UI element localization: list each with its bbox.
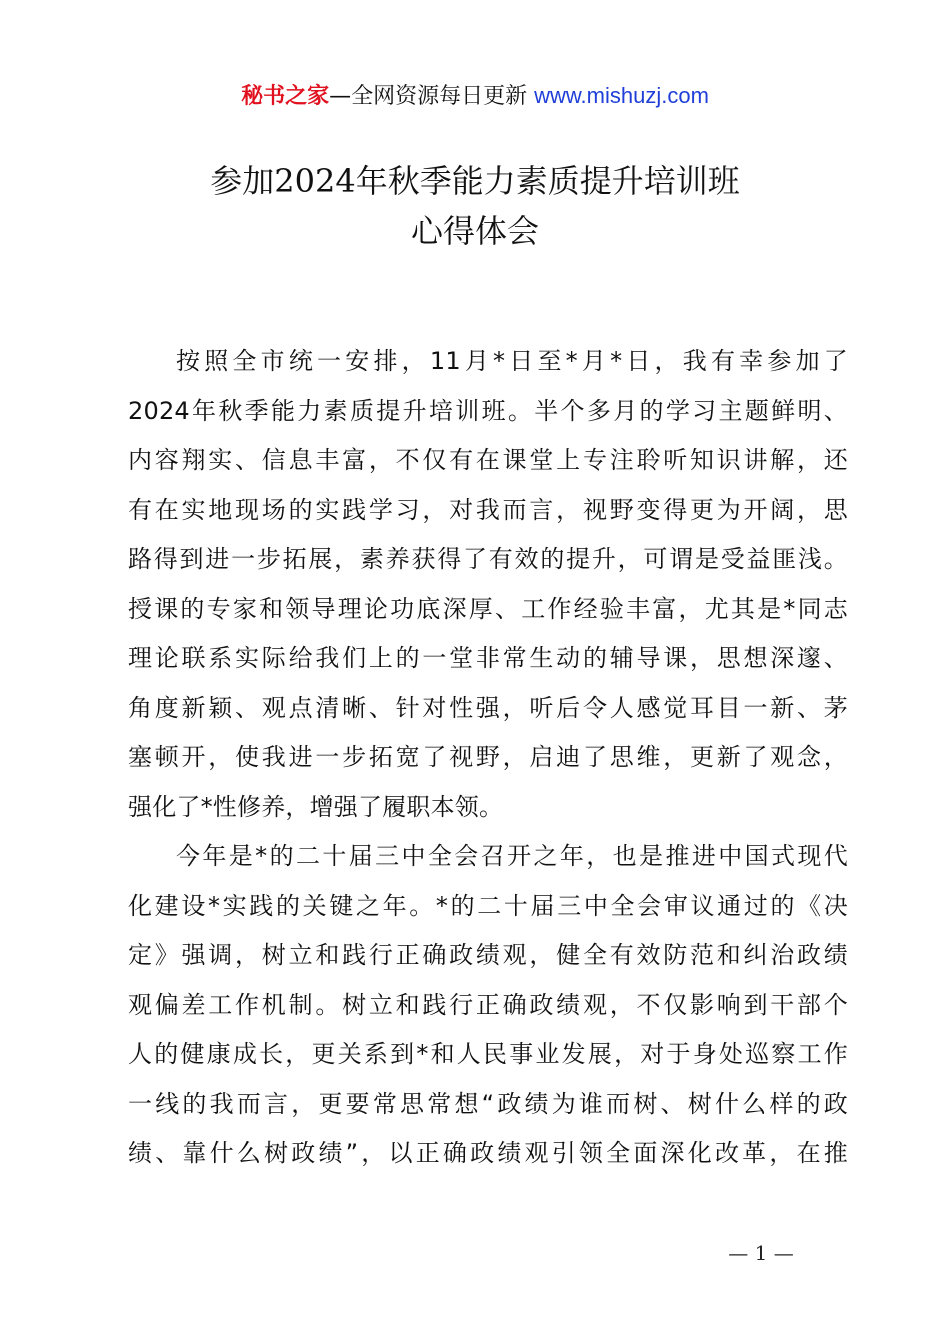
site-url-link[interactable]: www.mishuzj.com [534, 83, 709, 108]
document-title-line-2: 心得体会 [410, 212, 539, 250]
paragraph-line: 绩、靠什么树政绩”，以正确政绩观引领全面深化改革，在推 [128, 1139, 848, 1167]
site-brand: 秘书之家 [241, 84, 330, 109]
paragraph-line: 内容翔实、信息丰富，不仅有在课堂上专注聆听知识讲解，还 [128, 446, 848, 474]
page-number: — 1 — [728, 1241, 794, 1265]
body-paragraph-2 [128, 832, 848, 1179]
paragraph-line: 塞顿开，使我进一步拓宽了视野，启迪了思维，更新了观念， [128, 743, 848, 771]
paragraph-line: 角度新颖、观点清晰、针对性强，听后令人感觉耳目一新、茅 [128, 693, 848, 722]
paragraph-line: 授课的专家和领导理论功底深厚、工作经验丰富，尤其是*同志 [128, 594, 848, 623]
document-title-line-1: 参加2024年秋季能力素质提升培训班 [210, 162, 740, 200]
paragraph-line: 理论联系实际给我们上的一堂非常生动的辅导课，思想深邃、 [128, 644, 848, 672]
paragraph-line: 强化了*性修养，增强了履职本领。 [128, 792, 504, 821]
site-tagline: —全网资源每日更新 [329, 84, 535, 109]
paragraph-line: 一线的我而言，更要常思常想“政绩为谁而树、树什么样的政 [128, 1089, 848, 1118]
paragraph-line: 人的健康成长，更关系到*和人民事业发展，对于身处巡察工作 [128, 1040, 848, 1068]
paragraph-line: 2024年秋季能力素质提升培训班。半个多月的学习主题鲜明、 [128, 396, 848, 425]
paragraph-line: 化建设*实践的关键之年。*的二十届三中全会审议通过的《决 [128, 891, 848, 920]
site-banner [0, 80, 950, 113]
paragraph-line: 观偏差工作机制。树立和践行正确政绩观，不仅影响到干部个 [128, 990, 848, 1019]
paragraph-line: 今年是*的二十届三中全会召开之年，也是推进中国式现代 [176, 842, 848, 870]
paragraph-line: 路得到进一步拓展，素养获得了有效的提升，可谓是受益匪浅。 [128, 545, 848, 573]
paragraph-line: 定》强调，树立和践行正确政绩观，健全有效防范和纠治政绩 [128, 941, 848, 969]
paragraph-line: 有在实地现场的实践学习，对我而言，视野变得更为开阔，思 [128, 495, 848, 524]
body-paragraph-1 [128, 337, 848, 832]
paragraph-line: 按照全市统一安排，11月*日至*月*日，我有幸参加了 [176, 347, 848, 375]
